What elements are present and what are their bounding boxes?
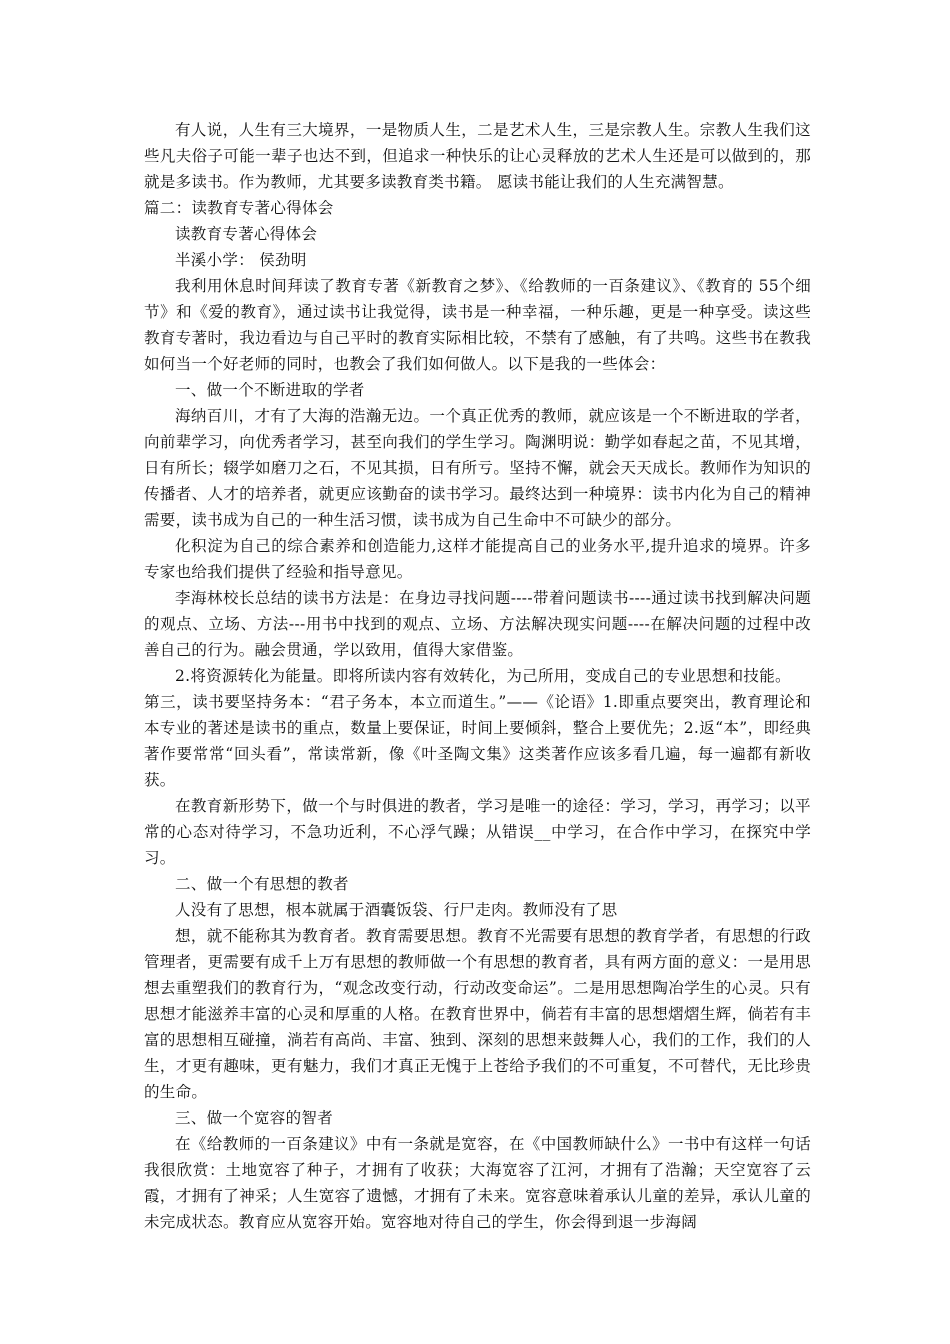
body-paragraph: 海纳百川，才有了大海的浩瀚无边。一个真正优秀的教师，就应该是一个不断进取的学者，向前辈学习，向优秀者学习，甚至向我们的学生学习。陶渊明说：勤学如春起之苗，不见其增，日有所长；辍学如磨刀之石，不见其损，日有所亏。坚持不懈，就会天天成长。教师作为知识的传播者、人才的培养者，就更应该勤奋的读书学习。最终达到一种境界：读书内化为自己的精神需要，读书成为自己的一种生活习惯，读书成为自己生命中不可缺少的部分。 [144,407,811,529]
body-paragraph: 2.将资源转化为能量。即将所读内容有效转化，为己所用，变成自己的专业思想和技能。 [175,667,791,685]
subheading-3: 三、做一个宽容的智者 [175,1109,334,1127]
body-paragraph: 第三，读书要坚持务本：“君子务本，本立而道生。”——《论语》1.即重点要突出，教育理论和本专业的著述是读书的重点，数量上要保证，时间上要倾斜，整合上要优先；2.返“本”，即经典著作要常常“回头看”，常读常新，像《叶圣陶文集》这类著作应该多看几遍，每一遍都有新收获。 [144,693,811,789]
article-title: 读教育专著心得体会 [175,225,318,243]
body-paragraph: 化积淀为自己的综合素养和创造能力,这样才能提高自己的业务水平,提升追求的境界。许多专家也给我们提供了经验和指导意见。 [144,537,811,581]
section-title: 篇二：读教育专著心得体会 [144,199,334,217]
body-paragraph: 人没有了思想，根本就属于酒囊饭袋、行尸走肉。教师没有了思 [175,901,618,919]
body-paragraph: 我利用休息时间拜读了教育专著《新教育之梦》、《给教师的一百条建议》、《教育的 55个细节》和《爱的教育》，通过读书让我觉得，读书是一种幸福，一种乐趣，更是一种享受。读这些教育专著时，我边看边与自己平时的教育实际相比较，不禁有了感触，有了共鸣。这些书在教我如何当一个好老师的同时，也教会了我们如何做人。以下是我的一些体会： [144,277,811,373]
subheading-1: 一、做一个不断进取的学者 [175,381,365,399]
document-page [144,117,811,1235]
body-paragraph: 李海林校长总结的读书方法是：在身边寻找问题----带着问题读书----通过读书找到解决问题的观点、立场、方法---用书中找到的观点、立场、方法解决现实问题----在解决问题的过程中改善自己的行为。融会贯通，学以致用，值得大家借鉴。 [144,589,811,659]
author-line: 半溪小学： 侯劲明 [175,251,307,269]
body-paragraph: 想，就不能称其为教育者。教育需要思想。教育不光需要有思想的教育学者，有思想的行政管理者，更需要有成千上万有思想的教师做一个有思想的教育者，具有两方面的意义：一是用思想去重塑我们的教育行为，“观念改变行动，行动改变命运”。二是用思想陶冶学生的心灵。只有思想才能滋养丰富的心灵和厚重的人格。在教育世界中，倘若有丰富的思想熠熠生辉，倘若有丰富的思想相互碰撞，淌若有高尚、丰富、独到、深刻的思想来鼓舞人心，我们的工作，我们的人生，才更有趣味，更有魅力，我们才真正无愧于上苍给予我们的不可重复，不可替代，无比珍贵的生命。 [144,927,811,1101]
body-paragraph: 在《给教师的一百条建议》中有一条就是宽容，在《中国教师缺什么》一书中有这样一句话我很欣赏：土地宽容了种子，才拥有了收获；大海宽容了江河，才拥有了浩瀚；天空宽容了云霞，才拥有了神采；人生宽容了遗憾，才拥有了未来。宽容意味着承认儿童的差异，承认儿童的未完成状态。教育应从宽容开始。宽容地对待自己的学生，你会得到退一步海阔 [144,1135,811,1231]
intro-paragraph: 有人说，人生有三大境界，一是物质人生，二是艺术人生，三是宗教人生。宗教人生我们这些凡夫俗子可能一辈子也达不到，但追求一种快乐的让心灵释放的艺术人生还是可以做到的，那就是多读书。作为教师，尤其要多读教育类书籍。 愿读书能让我们的人生充满智慧。 [144,121,811,191]
body-paragraph: 在教育新形势下，做一个与时俱进的教者，学习是唯一的途径：学习，学习，再学习；以平常的心态对待学习，不急功近利，不心浮气躁；从错误__中学习，在合作中学习，在探究中学习。 [144,797,811,867]
subheading-2: 二、做一个有思想的教者 [175,875,349,893]
